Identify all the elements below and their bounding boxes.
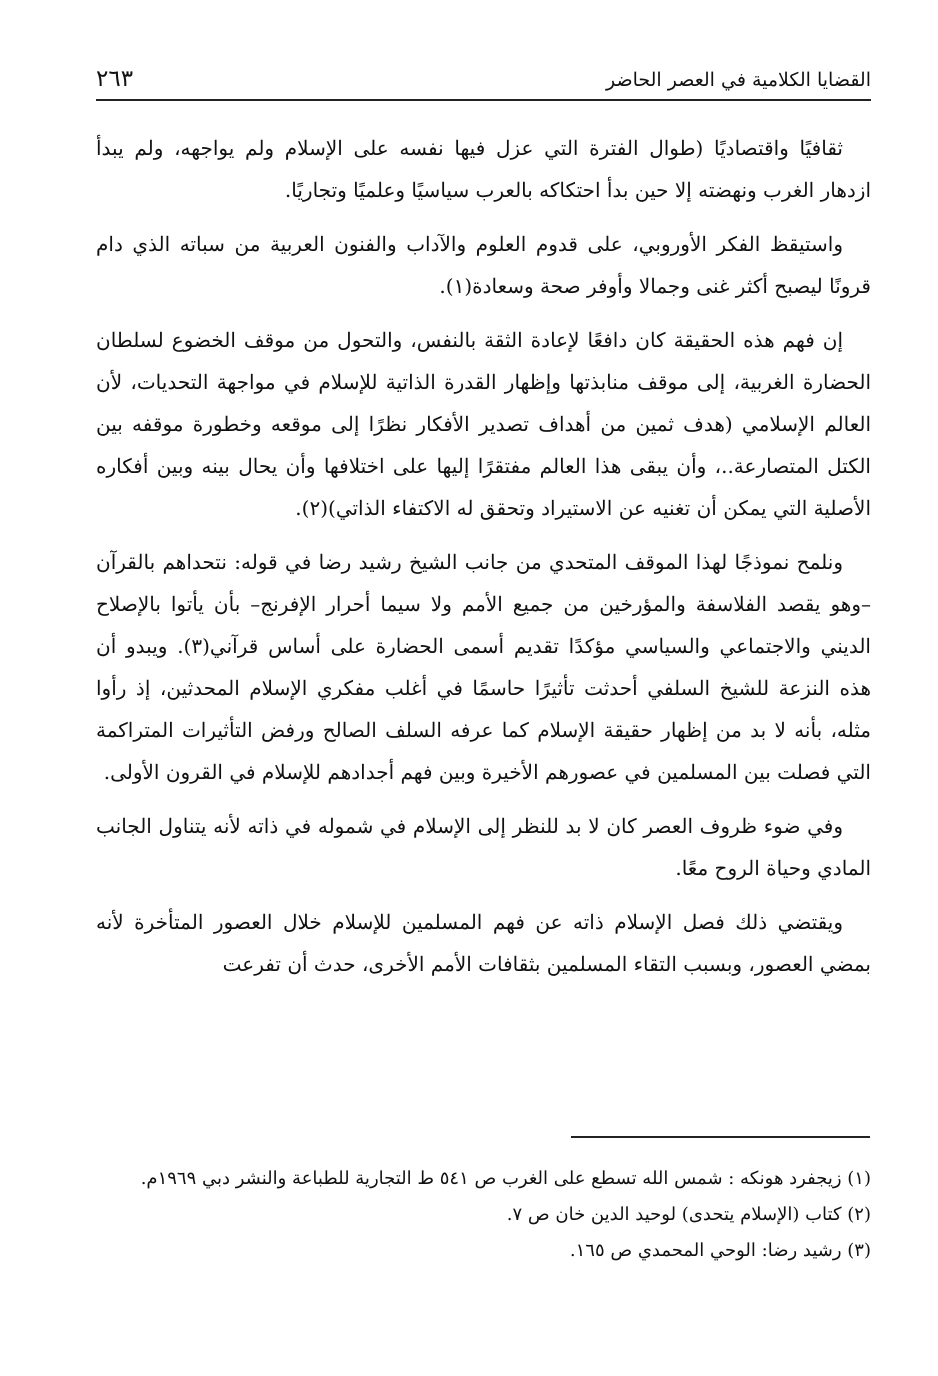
header-divider <box>96 99 871 101</box>
footnote-3: (٣) رشيد رضا: الوحي المحمدي ص ١٦٥. <box>569 1240 871 1261</box>
paragraph: إن فهم هذه الحقيقة كان دافعًا لإعادة الثقة بالنفس، والتحول من موقف الخضوع لسلطان الحضارة الغربية، إلى موقف منابذتها وإظهار القدرة الذاتية للإسلام في مواجهة التحديات، لأن العالم الإسلامي (هدف ثمين من أهداف تصدير الأفكار نظرًا إلى موقعه وخطورة موقفه بين الكتل المتصارعة..، وأن يبقى هذا العالم مفتقرًا إليها على اختلافها وأن يحال بينه وبين أفكاره الأصلية التي يمكن أن تغنيه عن الاستيراد وتحقق له الاكتفاء الذاتي)(٢). <box>96 328 871 520</box>
paragraph: وفي ضوء ظروف العصر كان لا بد للنظر إلى الإسلام في شموله في ذاته لأنه يتناول الجانب المادي وحياة الروح معًا. <box>96 814 871 880</box>
paragraph: ونلمح نموذجًا لهذا الموقف المتحدي من جانب الشيخ رشيد رضا في قوله: نتحداهم بالقرآن –وهو يقصد الفلاسفة والمؤرخين من جميع الأمم ولا سيما أحرار الإفرنج– بأن يأتوا بالإصلاح الديني والاجتماعي والسياسي مؤكدًا تقديم أسمى الحضارة على أساس قرآني(٣). ويبدو أن هذه النزعة للشيخ السلفي أحدثت تأثيرًا حاسمًا في أغلب مفكري الإسلام المحدثين، إذ رأوا مثله، بأنه لا بد من إظهار حقيقة الإسلام كما عرفه السلف الصالح ورفض التأثيرات المتراكمة التي فصلت بين المسلمين في عصورهم الأخيرة وبين فهم أجدادهم للإسلام في القرون الأولى. <box>96 550 871 784</box>
footnote-1: (١) زيجفرد هونكه : شمس الله تسطع على الغرب ص ٥٤١ ط التجارية للطباعة والنشر دبي ١٩٦٩م. <box>140 1168 871 1189</box>
main-text <box>96 127 871 985</box>
page-header <box>96 64 871 98</box>
page-number: ٢٦٣ <box>96 66 134 92</box>
running-title: القضايا الكلامية في العصر الحاضر <box>605 69 871 91</box>
paragraph: واستيقظ الفكر الأوروبي، على قدوم العلوم والآداب والفنون العربية من سباته الذي دام قرونًا ليصبح أكثر غنى وجمالا وأوفر صحة وسعادة(١). <box>96 232 871 298</box>
paragraph: ويقتضي ذلك فصل الإسلام ذاته عن فهم المسلمين للإسلام خلال العصور المتأخرة لأنه بمضي العصور، وبسبب التقاء المسلمين بثقافات الأمم الأخرى، حدث أن تفرعت <box>96 910 871 976</box>
footnote-divider <box>571 1136 870 1138</box>
footnote-2: (٢) كتاب (الإسلام يتحدى) لوحيد الدين خان ص ٧. <box>506 1204 871 1225</box>
paragraph: ثقافيًا واقتصاديًا (طوال الفترة التي عزل فيها نفسه على الإسلام ولم يواجهه، ولم يبدأ ازدهار الغرب ونهضته إلا حين بدأ احتكاكه بالعرب سياسيًا وعلميًا وتجاريًا. <box>96 136 871 202</box>
footnotes <box>96 1161 871 1269</box>
